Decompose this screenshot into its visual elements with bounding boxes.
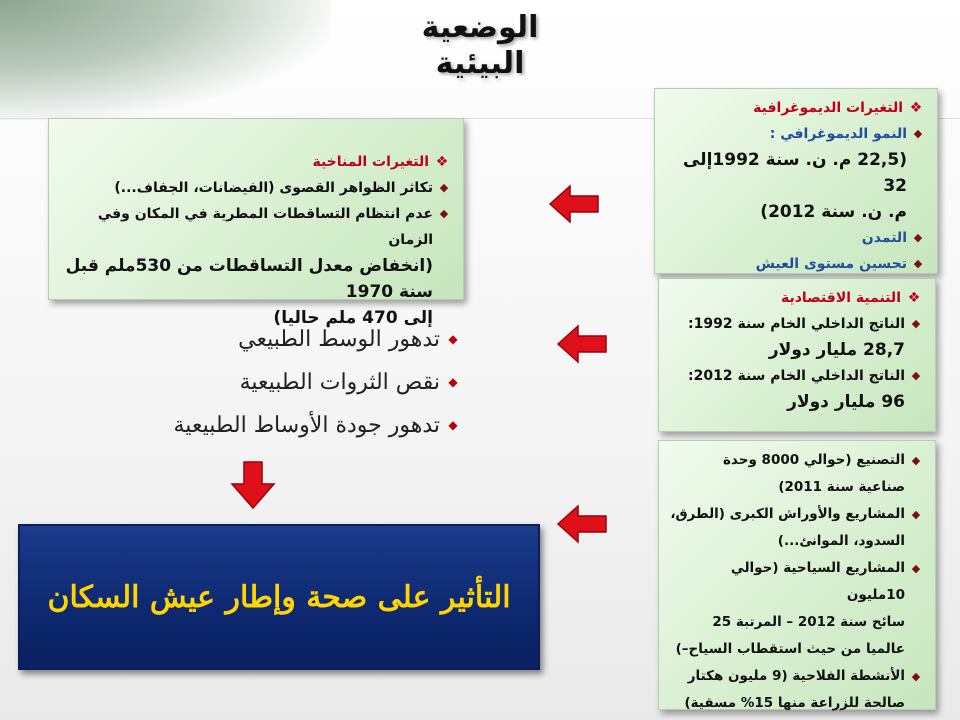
bullet-icon: ◆ — [448, 332, 458, 346]
list-item — [665, 225, 925, 251]
gdp-1992-value: 28,7 مليار دولار — [768, 340, 905, 360]
climate-item-4: إلى 470 ملم حاليا) — [273, 308, 433, 328]
bullet-icon: ◆ — [448, 418, 458, 432]
climate-change-box — [48, 118, 464, 328]
industry-item-2: المشاريع والأوراش الكبرى (الطرق، — [670, 506, 905, 522]
title-line-1: الوضعية — [421, 10, 539, 45]
impact-item — [90, 404, 460, 447]
result-text: التأثير على صحة وإطار عيش السكان — [47, 579, 511, 615]
list-item — [669, 663, 923, 690]
list-item — [665, 251, 925, 277]
corner-decoration — [0, 0, 330, 120]
climate-heading: التغيرات المناخية — [312, 154, 429, 170]
climate-item-3: (انخفاض معدل التساقطات من 530ملم قبل سنة 1970 — [65, 256, 433, 302]
list-item — [669, 501, 923, 528]
climate-item-1: تكاثر الظواهر القصوى (الفيضانات، الجفاف...) — [114, 180, 433, 196]
economic-box — [658, 278, 936, 432]
impacts-list — [90, 318, 460, 447]
growth-values — [665, 147, 925, 199]
diamond-icon: ❖ — [435, 154, 449, 170]
impact-item — [90, 318, 460, 361]
bullet-icon: ◆ — [911, 317, 921, 330]
gdp-2012-value: 96 مليار دولار — [787, 392, 905, 412]
diamond-icon: ❖ — [907, 290, 921, 306]
list-item — [59, 253, 451, 305]
industry-item-3: المشاريع السياحية (حوالي 10مليون — [730, 560, 905, 603]
living-standard-label: تحسين مستوى العيش — [755, 256, 907, 272]
list-item — [665, 121, 925, 147]
bullet-icon: ◆ — [439, 207, 449, 220]
growth-values-row2 — [665, 199, 925, 225]
arrow-down-icon — [230, 460, 276, 510]
bullet-icon: ◆ — [439, 181, 449, 194]
growth-label: النمو الديموغرافي : — [769, 126, 907, 142]
gdp-2012-value-row — [669, 389, 923, 415]
list-item-cont — [669, 690, 923, 717]
bullet-icon: ◆ — [913, 127, 923, 140]
industry-item-4b: صالحة للزراعة منها 15% مسقية) — [684, 695, 905, 711]
climate-heading-row — [59, 149, 451, 175]
demographic-box — [654, 88, 938, 274]
bullet-icon: ◆ — [911, 562, 921, 575]
bullet-icon: ◆ — [913, 231, 923, 244]
list-item — [59, 175, 451, 201]
gdp-2012-label: الناتج الداخلي الخام سنة 2012: — [688, 368, 905, 384]
bullet-icon: ◆ — [913, 257, 923, 270]
industry-item-1: التصنيع (حوالي 8000 وحدة — [722, 452, 905, 468]
list-item-cont — [669, 636, 923, 663]
bullet-icon: ◆ — [911, 454, 921, 467]
list-item-cont — [669, 528, 923, 555]
list-item — [669, 363, 923, 389]
industry-item-4: الأنشطة الفلاحية (9 مليون هكتار — [687, 668, 905, 684]
impact-3: تدهور جودة الأوساط الطبيعية — [173, 413, 440, 438]
growth-values-2: م. ن. سنة 2012) — [760, 202, 907, 222]
page-title — [330, 10, 630, 82]
arrow-left-icon — [548, 184, 600, 224]
gdp-1992-value-row — [669, 337, 923, 363]
industry-item-3b: سائح سنة 2012 – المرتبة 25 — [712, 614, 905, 630]
industry-item-3c: عالميا من حيث استقطاب السياح–) — [675, 641, 905, 657]
list-item — [669, 311, 923, 337]
arrow-left-icon — [556, 324, 608, 364]
climate-item-2: عدم انتظام التساقطات المطرية في المكان وفي الزمان — [97, 206, 433, 248]
arrow-left-icon — [556, 504, 608, 544]
economic-heading: التنمية الاقتصادية — [780, 290, 901, 306]
bullet-icon: ◆ — [448, 375, 458, 389]
list-item-cont — [669, 474, 923, 501]
industry-box — [658, 440, 936, 710]
diamond-icon: ❖ — [909, 100, 923, 116]
impact-1: تدهور الوسط الطبيعي — [238, 327, 440, 352]
list-item — [669, 555, 923, 609]
industry-item-2b: السدود، الموانئ...) — [777, 533, 905, 549]
impact-2: نقص الثروات الطبيعية — [239, 370, 440, 395]
demographic-heading: التغيرات الديموغرافية — [753, 100, 903, 116]
industry-item-1b: صناعية سنة 2011) — [778, 479, 905, 495]
impact-item — [90, 361, 460, 404]
gdp-1992-label: الناتج الداخلي الخام سنة 1992: — [688, 316, 905, 332]
growth-values-1: (22,5 م. ن. سنة 1992إلى 32 — [682, 150, 907, 196]
urbanization-label: التمدن — [861, 230, 907, 246]
list-item — [59, 201, 451, 253]
bullet-icon: ◆ — [911, 670, 921, 683]
list-item — [669, 447, 923, 474]
list-item-cont — [669, 609, 923, 636]
economic-heading-row — [669, 285, 923, 311]
bullet-icon: ◆ — [911, 508, 921, 521]
bullet-icon: ◆ — [911, 369, 921, 382]
demographic-heading-row — [665, 95, 925, 121]
title-line-2: البيئية — [435, 46, 525, 81]
result-box — [18, 524, 540, 670]
